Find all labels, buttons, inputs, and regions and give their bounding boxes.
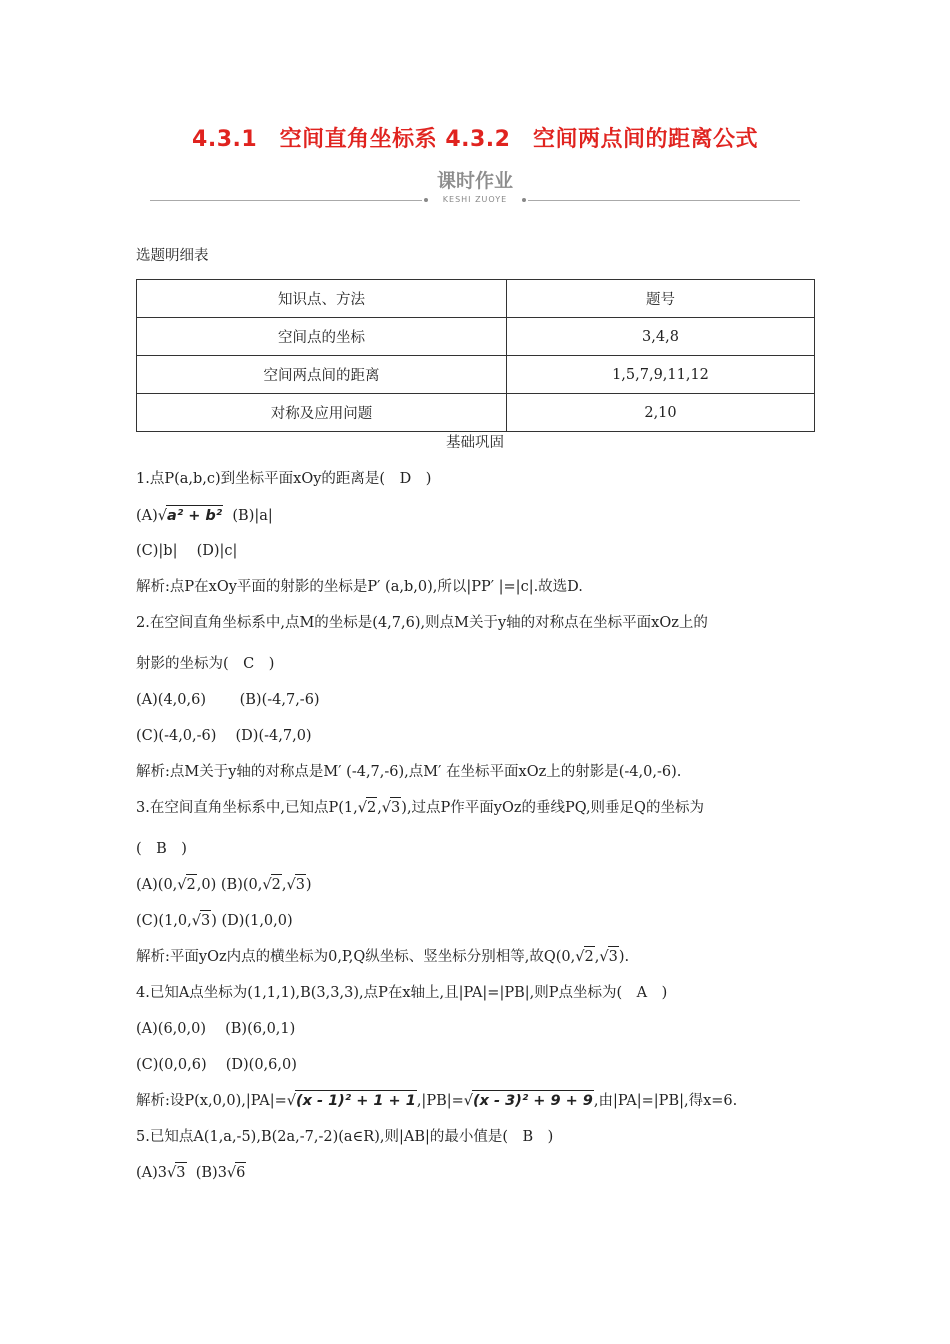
question-2-stem: 2.在空间直角坐标系中,点M的坐标是(4,7,6),则点M关于y轴的对称点在坐标平面xOz上的	[136, 615, 708, 631]
question-2-options-ab: (A)(4,0,6) (B)(-4,7,-6)	[136, 692, 320, 708]
topic-table	[136, 279, 815, 432]
table-cell: 2,10	[507, 394, 815, 432]
page-title: 4.3.1 空间直角坐标系 4.3.2 空间两点间的距离公式	[192, 127, 758, 152]
question-4-options-cd: (C)(0,0,6) (D)(0,6,0)	[136, 1057, 297, 1073]
question-3-stem: 3.在空间直角坐标系中,已知点P(1,√2,√3),过点P作平面yOz的垂线PQ,则垂足Q的坐标为	[136, 797, 704, 818]
table-row	[137, 318, 815, 356]
question-5-stem: 5.已知点A(1,a,-5),B(2a,-7,-2)(a∈R),则|AB|的最小值是( B )	[136, 1129, 554, 1145]
question-1-options-ab: (A)√a² + b² (B)|a|	[136, 505, 273, 526]
question-3-stem-cont: ( B )	[136, 841, 187, 857]
question-4-stem: 4.已知A点坐标为(1,1,1),B(3,3,3),点P在x轴上,且|PA|=|PB|,则P点坐标为( A )	[136, 985, 668, 1001]
question-4-options-ab: (A)(6,0,0) (B)(6,0,1)	[136, 1021, 296, 1037]
question-2-options-cd: (C)(-4,0,-6) (D)(-4,7,0)	[136, 728, 312, 744]
table-caption: 选题明细表	[136, 248, 209, 264]
question-3-options-ab: (A)(0,√2,0) (B)(0,√2,√3)	[136, 874, 312, 895]
divider-left	[150, 200, 422, 201]
question-1-options-cd: (C)|b| (D)|c|	[136, 543, 238, 559]
divider-dot-left	[424, 198, 428, 202]
question-4-analysis: 解析:设P(x,0,0),|PA|=√(x - 1)² + 1 + 1,|PB|=√(x - 3)² + 9 + 9,由|PA|=|PB|,得x=6.	[136, 1090, 737, 1111]
question-1-stem: 1.点P(a,b,c)到坐标平面xOy的距离是( D )	[136, 471, 432, 487]
table-header-row	[137, 280, 815, 318]
question-3-analysis: 解析:平面yOz内点的横坐标为0,P,Q纵坐标、竖坐标分别相等,故Q(0,√2,√3).	[136, 946, 629, 967]
subtitle-pinyin: KESHI ZUOYE	[442, 195, 508, 204]
question-2-stem-cont: 射影的坐标为( C )	[136, 656, 275, 672]
question-5-options-ab: (A)3√3 (B)3√6	[136, 1162, 246, 1183]
table-row	[137, 394, 815, 432]
question-2-analysis: 解析:点M关于y轴的对称点是M′ (-4,7,-6),点M′ 在坐标平面xOz上的射影是(-4,0,-6).	[136, 764, 682, 780]
table-cell: 空间点的坐标	[137, 318, 507, 356]
table-cell: 3,4,8	[507, 318, 815, 356]
divider-dot-right	[522, 198, 526, 202]
table-header-cell: 题号	[507, 280, 815, 318]
table-cell: 空间两点间的距离	[137, 356, 507, 394]
table-row	[137, 356, 815, 394]
sqrt-expression: √a² + b²	[158, 505, 223, 526]
question-3-options-cd: (C)(1,0,√3) (D)(1,0,0)	[136, 910, 293, 931]
table-cell: 对称及应用问题	[137, 394, 507, 432]
section-title: 基础巩固	[446, 435, 504, 451]
table-cell: 1,5,7,9,11,12	[507, 356, 815, 394]
table-header-cell: 知识点、方法	[137, 280, 507, 318]
page-subtitle: 课时作业	[436, 170, 513, 192]
divider-right	[528, 200, 800, 201]
question-1-analysis: 解析:点P在xOy平面的射影的坐标是P′ (a,b,0),所以|PP′ |=|c|.故选D.	[136, 579, 583, 595]
